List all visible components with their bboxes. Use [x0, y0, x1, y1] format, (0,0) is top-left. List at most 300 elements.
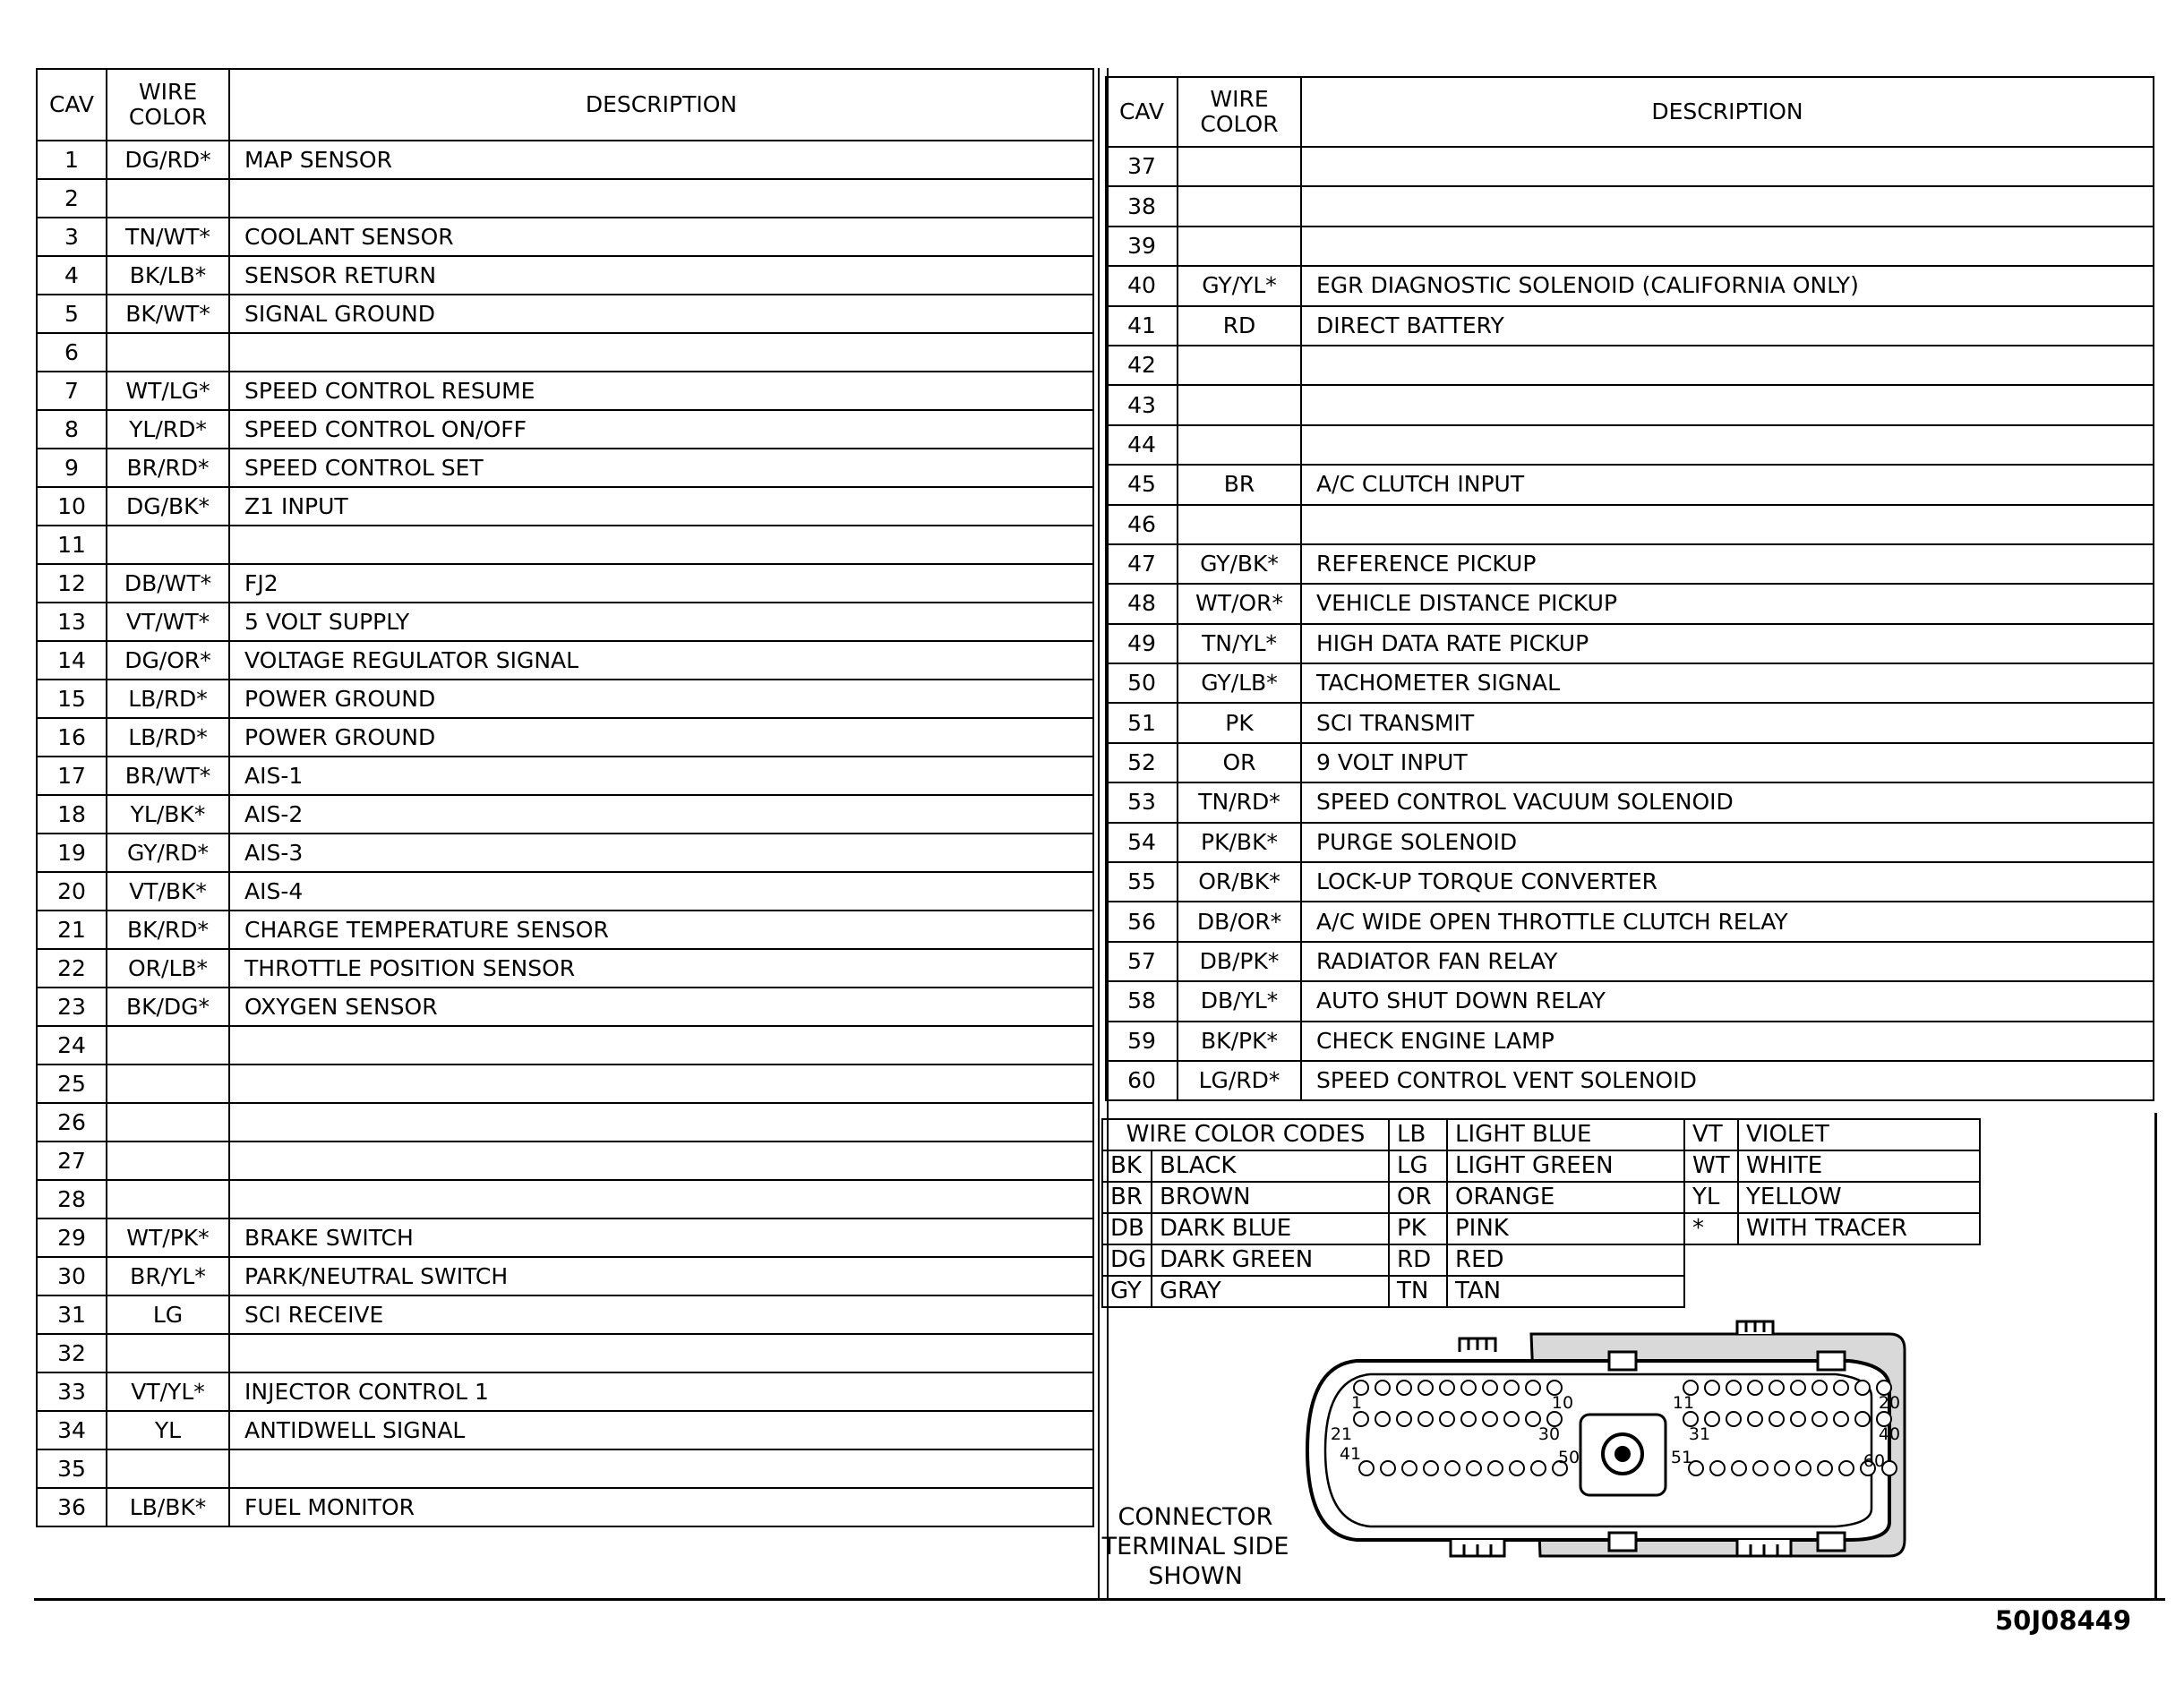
pin-hole: [1483, 1412, 1497, 1426]
description: SPEED CONTROL VENT SOLENOID: [1301, 1061, 2154, 1100]
color-abbrev: *: [1684, 1213, 1738, 1244]
wire-color: TN/RD*: [1178, 782, 1301, 822]
pin-hole: [1440, 1412, 1454, 1426]
pin-hole: [1753, 1461, 1768, 1475]
cav-number: 18: [37, 795, 107, 834]
table-header-row: [37, 69, 1093, 141]
wire-color: DG/BK*: [107, 487, 229, 526]
pin-number-label: 20: [1878, 1393, 1901, 1413]
wire-color: VT/BK*: [107, 872, 229, 911]
description: SIGNAL GROUND: [229, 295, 1093, 333]
cav-number: 3: [37, 218, 107, 256]
description: OXYGEN SENSOR: [229, 988, 1093, 1026]
table-row: [37, 1488, 1093, 1526]
description: VEHICLE DISTANCE PICKUP: [1301, 584, 2154, 623]
wire-color: LG: [107, 1295, 229, 1334]
wire-color: TN/YL*: [1178, 624, 1301, 663]
table-row: [37, 757, 1093, 795]
cav-number: 43: [1106, 385, 1178, 424]
description: AIS-1: [229, 757, 1093, 795]
cav-number: 60: [1106, 1061, 1178, 1100]
wire-color: BK/RD*: [107, 911, 229, 949]
wire-color-header: WIRE COLOR: [1178, 77, 1301, 147]
color-abbrev: BR: [1102, 1182, 1152, 1213]
table-row: [1106, 147, 2154, 186]
connector-diagram: [1272, 1316, 1970, 1594]
cav-header: CAV: [37, 69, 107, 141]
pin-hole: [1769, 1412, 1784, 1426]
pin-hole: [1855, 1381, 1870, 1395]
description: REFERENCE PICKUP: [1301, 544, 2154, 584]
table-row: [1106, 1022, 2154, 1061]
color-code-row: [1102, 1213, 1980, 1244]
wire-color: DB/OR*: [1178, 902, 1301, 941]
cav-number: 12: [37, 564, 107, 603]
color-name: WHITE: [1738, 1150, 1980, 1182]
cav-number: 34: [37, 1411, 107, 1449]
description: [229, 1026, 1093, 1065]
wire-color: [107, 1065, 229, 1103]
table-row: [1106, 266, 2154, 305]
cav-number: 46: [1106, 505, 1178, 544]
outer-right-border: [2154, 1113, 2157, 1601]
pin-hole: [1402, 1461, 1417, 1475]
table-row: [37, 141, 1093, 179]
table-row: [37, 372, 1093, 410]
pin-hole: [1775, 1461, 1789, 1475]
pin-hole: [1791, 1381, 1805, 1395]
wire-color: [1178, 227, 1301, 266]
table-row: [37, 1334, 1093, 1372]
pin-hole: [1526, 1381, 1540, 1395]
cav-number: 24: [37, 1026, 107, 1065]
color-abbrev: YL: [1684, 1182, 1738, 1213]
description: POWER GROUND: [229, 680, 1093, 718]
color-abbrev: RD: [1389, 1244, 1447, 1276]
color-code-row: [1102, 1182, 1980, 1213]
color-name: LIGHT BLUE: [1447, 1119, 1684, 1150]
wire-color: [107, 179, 229, 218]
table-row: [37, 1449, 1093, 1488]
cav-number: 47: [1106, 544, 1178, 584]
cav-number: 58: [1106, 981, 1178, 1021]
cav-number: 22: [37, 949, 107, 988]
description: DIRECT BATTERY: [1301, 306, 2154, 346]
description: FUEL MONITOR: [229, 1488, 1093, 1526]
cav-number: 10: [37, 487, 107, 526]
description-header: DESCRIPTION: [229, 69, 1093, 141]
pin-hole: [1812, 1381, 1827, 1395]
table-row: [1106, 1061, 2154, 1100]
wire-color: BK/PK*: [1178, 1022, 1301, 1061]
table-row: [1106, 227, 2154, 266]
wire-color: [107, 1141, 229, 1180]
pin-hole: [1467, 1461, 1481, 1475]
description: RADIATOR FAN RELAY: [1301, 942, 2154, 981]
cav-number: 7: [37, 372, 107, 410]
description: SCI TRANSMIT: [1301, 703, 2154, 742]
wire-color: PK: [1178, 703, 1301, 742]
pin-hole: [1855, 1412, 1870, 1426]
pin-hole: [1397, 1412, 1411, 1426]
wire-color: YL: [107, 1411, 229, 1449]
wire-color: [1178, 147, 1301, 186]
cav-number: 40: [1106, 266, 1178, 305]
wire-color: [1178, 385, 1301, 424]
color-codes-title: WIRE COLOR CODES: [1102, 1119, 1389, 1150]
pin-hole: [1834, 1412, 1848, 1426]
pin-hole: [1710, 1461, 1725, 1475]
cav-number: 23: [37, 988, 107, 1026]
description: AIS-4: [229, 872, 1093, 911]
description: [229, 1334, 1093, 1372]
pin-hole: [1461, 1381, 1476, 1395]
table-row: [1106, 823, 2154, 862]
description: [1301, 346, 2154, 385]
cav-number: 45: [1106, 465, 1178, 504]
table-row: [37, 1103, 1093, 1141]
description: [229, 1141, 1093, 1180]
description: AUTO SHUT DOWN RELAY: [1301, 981, 2154, 1021]
wire-color: BK/DG*: [107, 988, 229, 1026]
description: BRAKE SWITCH: [229, 1218, 1093, 1257]
wire-color: [107, 333, 229, 372]
description: SCI RECEIVE: [229, 1295, 1093, 1334]
color-code-row: [1102, 1276, 1980, 1307]
description: [229, 1180, 1093, 1218]
description: [229, 179, 1093, 218]
table-row: [1106, 505, 2154, 544]
table-row: [1106, 902, 2154, 941]
wire-color: DG/RD*: [107, 141, 229, 179]
wire-color: DB/YL*: [1178, 981, 1301, 1021]
cav-number: 52: [1106, 743, 1178, 782]
cav-number: 42: [1106, 346, 1178, 385]
description: [229, 1449, 1093, 1488]
wire-color: [107, 1026, 229, 1065]
color-name: LIGHT GREEN: [1447, 1150, 1684, 1182]
table-row: [1106, 584, 2154, 623]
pin-hole: [1504, 1412, 1519, 1426]
pin-hole: [1359, 1461, 1374, 1475]
description: SPEED CONTROL VACUUM SOLENOID: [1301, 782, 2154, 822]
wire-color: LB/BK*: [107, 1488, 229, 1526]
pin-hole: [1791, 1412, 1805, 1426]
cav-number: 32: [37, 1334, 107, 1372]
cav-number: 1: [37, 141, 107, 179]
color-name: BROWN: [1152, 1182, 1389, 1213]
pin-hole: [1510, 1461, 1524, 1475]
table-row: [37, 1218, 1093, 1257]
table-row: [37, 333, 1093, 372]
pin-number-label: 10: [1551, 1393, 1574, 1413]
color-abbrev: LG: [1389, 1150, 1447, 1182]
description: SPEED CONTROL RESUME: [229, 372, 1093, 410]
table-row: [1106, 306, 2154, 346]
table-row: [1106, 942, 2154, 981]
cav-number: 41: [1106, 306, 1178, 346]
table-row: [1106, 782, 2154, 822]
cav-number: 39: [1106, 227, 1178, 266]
color-name: PINK: [1447, 1213, 1684, 1244]
pin-hole: [1732, 1461, 1746, 1475]
table-row: [1106, 465, 2154, 504]
wire-color: BR: [1178, 465, 1301, 504]
wire-color: [107, 526, 229, 564]
description: [1301, 147, 2154, 186]
wire-color: BK/LB*: [107, 256, 229, 295]
pin-hole: [1440, 1381, 1454, 1395]
pin-hole: [1418, 1381, 1433, 1395]
cav-number: 48: [1106, 584, 1178, 623]
cav-number: 4: [37, 256, 107, 295]
cav-number: 30: [37, 1257, 107, 1295]
wire-color: DB/PK*: [1178, 942, 1301, 981]
description: ANTIDWELL SIGNAL: [229, 1411, 1093, 1449]
wire-color: BR/YL*: [107, 1257, 229, 1295]
color-name: VIOLET: [1738, 1119, 1980, 1150]
wire-color: OR/BK*: [1178, 862, 1301, 902]
description: A/C WIDE OPEN THROTTLE CLUTCH RELAY: [1301, 902, 2154, 941]
color-abbrev: DB: [1102, 1213, 1152, 1244]
wire-color: OR: [1178, 743, 1301, 782]
connector-caption: CONNECTOR TERMINAL SIDE SHOWN: [1101, 1503, 1289, 1590]
description: TACHOMETER SIGNAL: [1301, 663, 2154, 703]
wire-color: YL/BK*: [107, 795, 229, 834]
pin-hole: [1488, 1461, 1503, 1475]
pin-hole: [1375, 1412, 1390, 1426]
description-header: DESCRIPTION: [1301, 77, 2154, 147]
table-header-row: [1106, 77, 2154, 147]
right-table-body: [1106, 147, 2154, 1100]
cav-number: 29: [37, 1218, 107, 1257]
table-row: [37, 1065, 1093, 1103]
description: AIS-3: [229, 834, 1093, 872]
cav-number: 27: [37, 1141, 107, 1180]
table-row: [37, 641, 1093, 680]
table-row: [1106, 862, 2154, 902]
wire-color: [107, 1180, 229, 1218]
color-code-row: [1102, 1119, 1980, 1150]
wire-color: [1178, 346, 1301, 385]
wire-color: BK/WT*: [107, 295, 229, 333]
description: [229, 1065, 1093, 1103]
table-row: [1106, 544, 2154, 584]
description: MAP SENSOR: [229, 141, 1093, 179]
wire-color: DG/OR*: [107, 641, 229, 680]
cav-number: 21: [37, 911, 107, 949]
table-row: [37, 449, 1093, 487]
cav-number: 37: [1106, 147, 1178, 186]
right-pinout-table: [1105, 76, 2154, 1101]
description: [1301, 385, 2154, 424]
color-abbrev: BK: [1102, 1150, 1152, 1182]
table-row: [1106, 981, 2154, 1021]
description: HIGH DATA RATE PICKUP: [1301, 624, 2154, 663]
cav-number: 50: [1106, 663, 1178, 703]
pin-hole: [1748, 1381, 1762, 1395]
wire-color: VT/WT*: [107, 603, 229, 641]
wire-color: GY/BK*: [1178, 544, 1301, 584]
color-abbrev: OR: [1389, 1182, 1447, 1213]
color-name: RED: [1447, 1244, 1684, 1276]
pin-number-label: 51: [1670, 1448, 1693, 1467]
wire-color: [1178, 425, 1301, 465]
empty-cell: [1684, 1244, 1738, 1276]
cav-number: 20: [37, 872, 107, 911]
wire-color: WT/OR*: [1178, 584, 1301, 623]
pin-hole: [1381, 1461, 1395, 1475]
pin-number-label: 50: [1557, 1448, 1580, 1467]
wire-color: BR/WT*: [107, 757, 229, 795]
wire-color: VT/YL*: [107, 1372, 229, 1411]
description: Z1 INPUT: [229, 487, 1093, 526]
pin-hole: [1705, 1381, 1719, 1395]
table-row: [37, 410, 1093, 449]
table-row: [37, 1257, 1093, 1295]
cav-number: 19: [37, 834, 107, 872]
pin-number-label: 31: [1688, 1424, 1711, 1444]
figure-id: 50J08449: [1995, 1605, 2132, 1636]
description: [229, 526, 1093, 564]
cav-number: 9: [37, 449, 107, 487]
description: CHECK ENGINE LAMP: [1301, 1022, 2154, 1061]
table-row: [37, 564, 1093, 603]
description: CHARGE TEMPERATURE SENSOR: [229, 911, 1093, 949]
wire-color: TN/WT*: [107, 218, 229, 256]
table-row: [1106, 186, 2154, 226]
table-row: [37, 1180, 1093, 1218]
table-row: [37, 1372, 1093, 1411]
color-name: DARK GREEN: [1152, 1244, 1389, 1276]
color-abbrev: VT: [1684, 1119, 1738, 1150]
description: SPEED CONTROL SET: [229, 449, 1093, 487]
pin-hole: [1818, 1461, 1832, 1475]
color-abbrev: TN: [1389, 1276, 1447, 1307]
color-abbrev: PK: [1389, 1213, 1447, 1244]
table-row: [1106, 743, 2154, 782]
cav-number: 6: [37, 333, 107, 372]
pin-hole: [1769, 1381, 1784, 1395]
description: A/C CLUTCH INPUT: [1301, 465, 2154, 504]
cav-number: 53: [1106, 782, 1178, 822]
wire-color-header: WIRE COLOR: [107, 69, 229, 141]
pin-hole: [1812, 1412, 1827, 1426]
description: COOLANT SENSOR: [229, 218, 1093, 256]
wire-color: [107, 1334, 229, 1372]
description: 5 VOLT SUPPLY: [229, 603, 1093, 641]
pin-hole: [1375, 1381, 1390, 1395]
table-row: [1106, 624, 2154, 663]
pin-hole: [1445, 1461, 1460, 1475]
description: 9 VOLT INPUT: [1301, 743, 2154, 782]
cav-number: 44: [1106, 425, 1178, 465]
wire-color: WT/LG*: [107, 372, 229, 410]
table-row: [37, 680, 1093, 718]
pin-hole: [1834, 1381, 1848, 1395]
description: VOLTAGE REGULATOR SIGNAL: [229, 641, 1093, 680]
pin-number-label: 1: [1350, 1393, 1363, 1413]
pin-hole: [1726, 1412, 1741, 1426]
empty-cell: [1684, 1276, 1738, 1307]
pin-hole: [1504, 1381, 1519, 1395]
table-row: [1106, 663, 2154, 703]
cav-number: 35: [37, 1449, 107, 1488]
wire-color: PK/BK*: [1178, 823, 1301, 862]
wire-color: BR/RD*: [107, 449, 229, 487]
wire-color: LB/RD*: [107, 718, 229, 757]
table-row: [37, 949, 1093, 988]
description: [1301, 425, 2154, 465]
description: EGR DIAGNOSTIC SOLENOID (CALIFORNIA ONLY): [1301, 266, 2154, 305]
description: FJ2: [229, 564, 1093, 603]
cav-number: 5: [37, 295, 107, 333]
pin-number-label: 11: [1672, 1393, 1695, 1413]
cav-number: 25: [37, 1065, 107, 1103]
description: INJECTOR CONTROL 1: [229, 1372, 1093, 1411]
pin-hole: [1483, 1381, 1497, 1395]
wire-color: LB/RD*: [107, 680, 229, 718]
cav-number: 26: [37, 1103, 107, 1141]
table-row: [37, 256, 1093, 295]
color-name: BLACK: [1152, 1150, 1389, 1182]
description: POWER GROUND: [229, 718, 1093, 757]
description: SPEED CONTROL ON/OFF: [229, 410, 1093, 449]
pin-hole: [1354, 1412, 1368, 1426]
cav-number: 17: [37, 757, 107, 795]
table-row: [37, 1411, 1093, 1449]
table-row: [37, 1295, 1093, 1334]
color-code-row: [1102, 1150, 1980, 1182]
pin-number-label: 41: [1339, 1444, 1362, 1464]
wire-color-codes-table: [1101, 1118, 1981, 1308]
pin-hole: [1418, 1412, 1433, 1426]
table-row: [37, 911, 1093, 949]
wire-color: [107, 1449, 229, 1488]
pin-hole: [1839, 1461, 1854, 1475]
table-row: [1106, 346, 2154, 385]
table-row: [1106, 425, 2154, 465]
description: PARK/NEUTRAL SWITCH: [229, 1257, 1093, 1295]
cav-number: 54: [1106, 823, 1178, 862]
table-row: [37, 603, 1093, 641]
cav-number: 55: [1106, 862, 1178, 902]
cav-number: 33: [37, 1372, 107, 1411]
cav-number: 57: [1106, 942, 1178, 981]
cav-number: 8: [37, 410, 107, 449]
color-name: DARK BLUE: [1152, 1213, 1389, 1244]
color-abbrev: DG: [1102, 1244, 1152, 1276]
cav-number: 59: [1106, 1022, 1178, 1061]
description: [1301, 505, 2154, 544]
pin-hole: [1748, 1412, 1762, 1426]
table-row: [37, 1026, 1093, 1065]
empty-cell: [1738, 1276, 1980, 1307]
cav-number: 15: [37, 680, 107, 718]
cav-number: 49: [1106, 624, 1178, 663]
description: [1301, 227, 2154, 266]
table-row: [37, 295, 1093, 333]
pin-hole: [1796, 1461, 1811, 1475]
pin-hole: [1424, 1461, 1438, 1475]
color-name: ORANGE: [1447, 1182, 1684, 1213]
color-abbrev: WT: [1684, 1150, 1738, 1182]
color-name: TAN: [1447, 1276, 1684, 1307]
cav-number: 38: [1106, 186, 1178, 226]
cav-number: 16: [37, 718, 107, 757]
wire-color: LG/RD*: [1178, 1061, 1301, 1100]
wire-color: GY/RD*: [107, 834, 229, 872]
